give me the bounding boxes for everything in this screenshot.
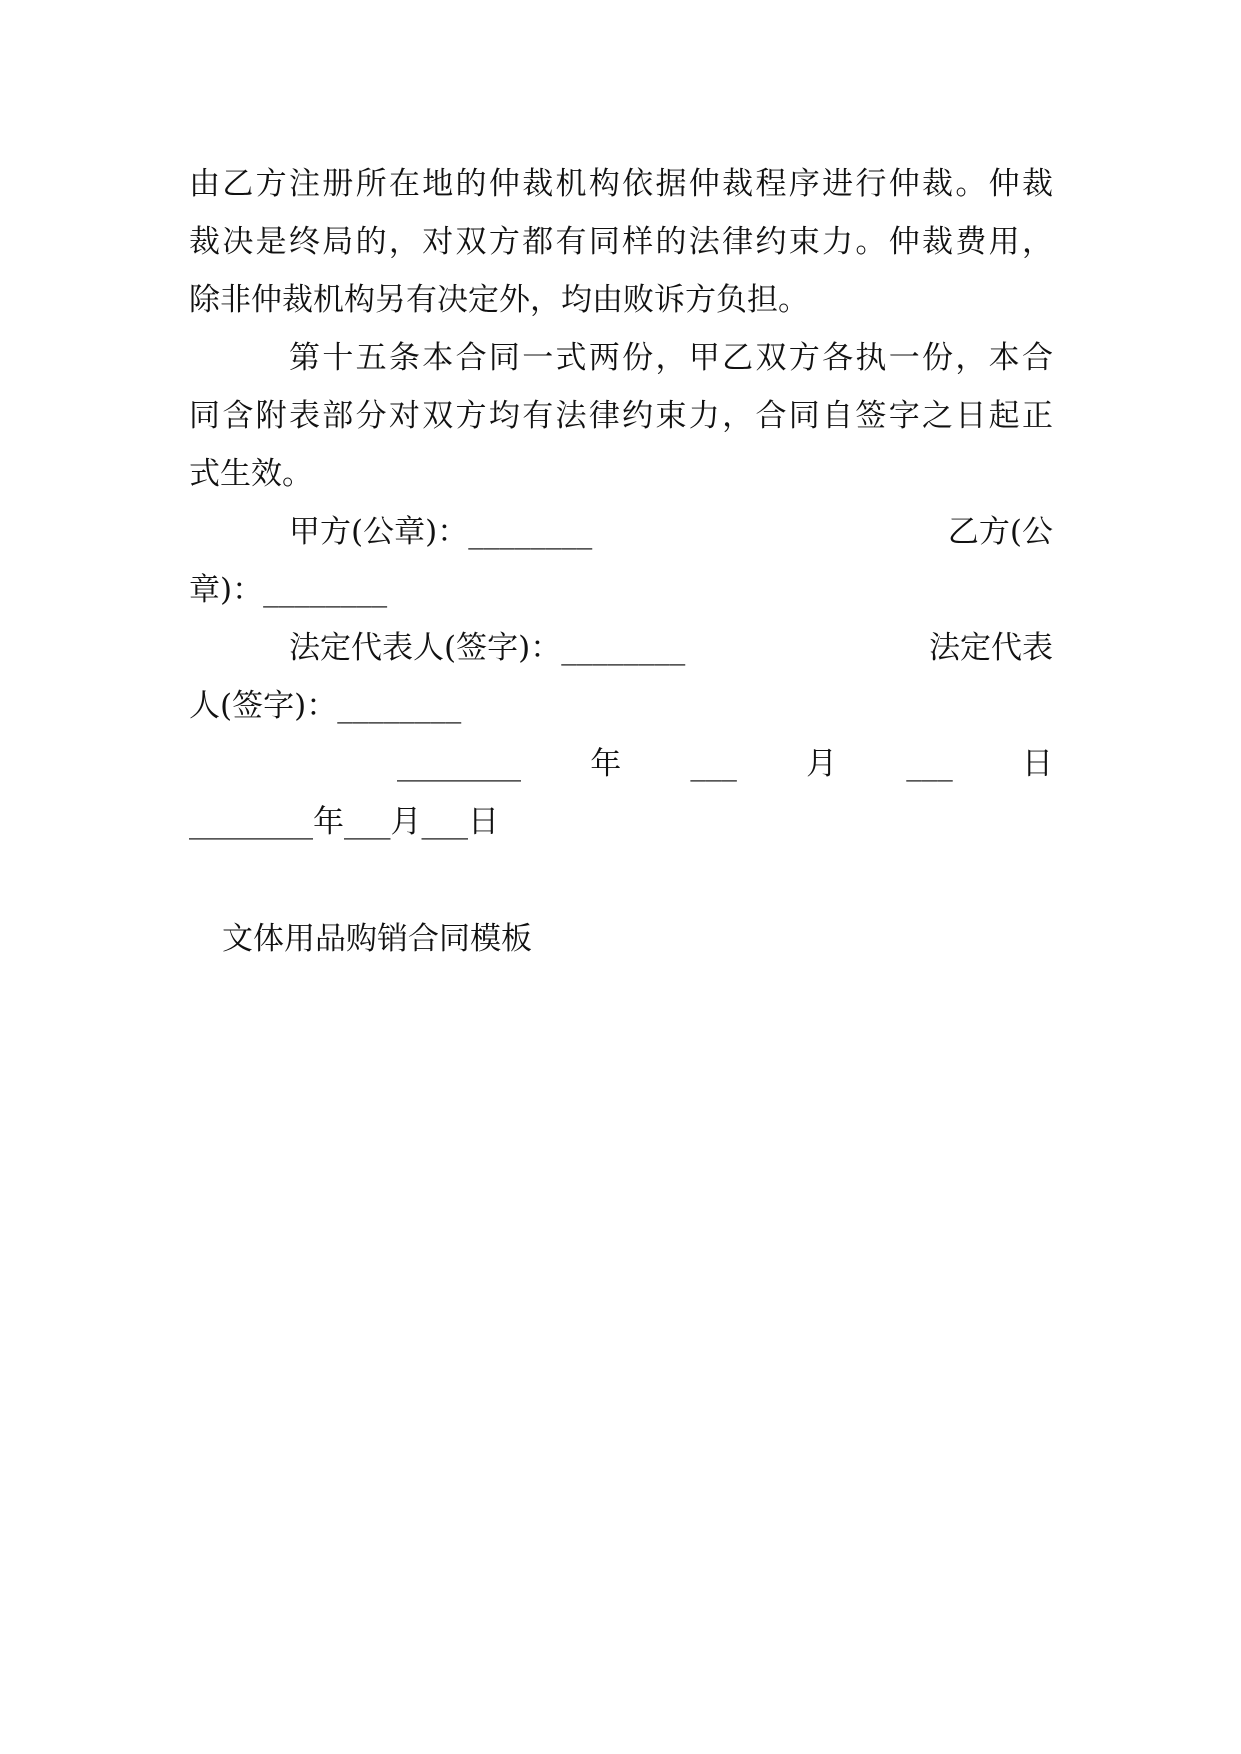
arbitration-line-3: 除非仲裁机构另有决定外，均由败诉方负担。 <box>189 282 809 318</box>
seal-line <box>189 503 1053 561</box>
party-b-representative-end: 人(签字)：________ <box>189 688 462 724</box>
party-a-representative: 法定代表人(签字)：________ <box>289 630 686 666</box>
arbitration-line-2: 裁决是终局的，对双方都有同样的法律约束力。仲裁费用， <box>189 224 1053 260</box>
date-1-month-label: 月 <box>806 746 838 782</box>
article15-line-1: 第十五条本合同一式两份，甲乙双方各执一份，本合 <box>289 340 1053 376</box>
next-document-title: 文体用品购销合同模板 <box>222 921 532 957</box>
date-1-day-blank: ___ <box>906 746 953 782</box>
date-1-year-label: 年 <box>590 746 622 782</box>
arbitration-line-1: 由乙方注册所在地的仲裁机构依据仲裁程序进行仲裁。仲裁 <box>189 166 1053 202</box>
representative-line <box>189 619 1053 677</box>
date-line-2: ________年___月___日 <box>189 804 499 840</box>
date-1-day-label: 日 <box>1021 746 1053 782</box>
article15-line-2: 同含附表部分对双方均有法律约束力，合同自签字之日起正 <box>189 398 1053 434</box>
party-a-seal: 甲方(公章)：________ <box>289 514 593 550</box>
party-b-representative-start: 法定代表 <box>929 630 1053 666</box>
party-b-seal-start: 乙方(公 <box>947 514 1053 550</box>
date-1-month-blank: ___ <box>690 746 737 782</box>
party-b-seal-end: 章)：________ <box>189 572 388 608</box>
article15-line-3: 式生效。 <box>189 456 313 492</box>
date-line-1 <box>189 735 1053 793</box>
date-1-year-blank: ________ <box>397 746 521 782</box>
